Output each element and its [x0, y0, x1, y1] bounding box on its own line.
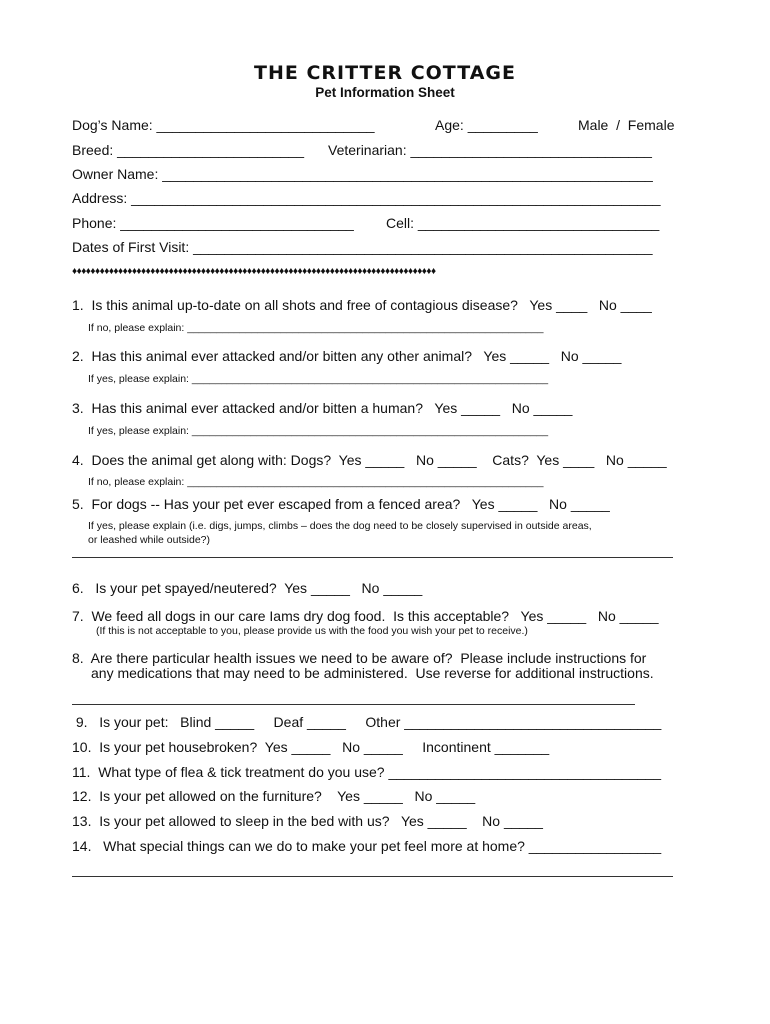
page-title: THE CRITTER COTTAGE	[254, 62, 516, 84]
sex-option[interactable]: Male / Female	[578, 117, 675, 133]
question-2[interactable]: 2. Has this animal ever attacked and/or bitten any other animal? Yes _____ No _____	[72, 348, 622, 364]
first-visit-field[interactable]: Dates of First Visit: ___________________________________________________________	[72, 239, 653, 255]
question-14-answer-line[interactable]	[72, 876, 673, 877]
question-5-explain: If yes, please explain (i.e. digs, jumps, climbs – does the dog need to be closely supervised in outside areas,	[88, 520, 592, 532]
question-1-explain[interactable]: If no, please explain: _____________________________________________________________	[88, 322, 544, 334]
dogs-name-field[interactable]: Dog’s Name: ____________________________	[72, 117, 375, 133]
phone-field[interactable]: Phone: ______________________________	[72, 215, 354, 231]
question-10[interactable]: 10. Is your pet housebroken? Yes _____ No _____ Incontinent _______	[72, 739, 550, 755]
page-subtitle: Pet Information Sheet	[315, 85, 455, 100]
question-6[interactable]: 6. Is your pet spayed/neutered? Yes _____ No _____	[72, 580, 423, 596]
question-7-note: (If this is not acceptable to you, please provide us with the food you wish your pet to receive.)	[96, 625, 528, 637]
breed-field[interactable]: Breed: ________________________	[72, 142, 305, 158]
question-4[interactable]: 4. Does the animal get along with: Dogs? Yes _____ No _____ Cats? Yes ____ No _____	[72, 452, 667, 468]
question-4-explain[interactable]: If no, please explain: _____________________________________________________________	[88, 476, 544, 488]
question-5-explain-cont: or leashed while outside?)	[88, 534, 210, 546]
question-5-answer-line[interactable]	[72, 557, 673, 558]
question-1[interactable]: 1. Is this animal up-to-date on all shots and free of contagious disease? Yes ____ No ____	[72, 297, 652, 313]
cell-field[interactable]: Cell: _______________________________	[386, 215, 660, 231]
question-3-explain[interactable]: If yes, please explain: _____________________________________________________________	[88, 425, 549, 437]
question-11[interactable]: 11. What type of flea & tick treatment do you use? ___________________________________	[72, 764, 661, 780]
question-14[interactable]: 14. What special things can we do to make your pet feel more at home? _________________	[72, 838, 662, 854]
question-5[interactable]: 5. For dogs -- Has your pet ever escaped from a fenced area? Yes _____ No _____	[72, 496, 610, 512]
question-2-explain[interactable]: If yes, please explain: _____________________________________________________________	[88, 373, 549, 385]
address-field[interactable]: Address: ____________________________________________________________________	[72, 190, 661, 206]
question-9[interactable]: 9. Is your pet: Blind _____ Deaf _____ Other _________________________________	[72, 714, 662, 730]
question-13[interactable]: 13. Is your pet allowed to sleep in the bed with us? Yes _____ No _____	[72, 813, 543, 829]
question-3[interactable]: 3. Has this animal ever attacked and/or bitten a human? Yes _____ No _____	[72, 400, 573, 416]
question-8-answer-line[interactable]	[72, 704, 635, 705]
veterinarian-field[interactable]: Veterinarian: _______________________________	[328, 142, 652, 158]
question-8-cont: any medications that may need to be administered. Use reverse for additional instructions.	[91, 665, 654, 681]
question-12[interactable]: 12. Is your pet allowed on the furniture? Yes _____ No _____	[72, 788, 476, 804]
question-8: 8. Are there particular health issues we need to be aware of? Please include instructions for	[72, 650, 647, 666]
age-field[interactable]: Age: _________	[435, 117, 538, 133]
diamond-divider: ♦♦♦♦♦♦♦♦♦♦♦♦♦♦♦♦♦♦♦♦♦♦♦♦♦♦♦♦♦♦♦♦♦♦♦♦♦♦♦♦♦♦♦♦♦♦♦♦♦♦♦♦♦♦♦♦♦♦♦♦♦♦♦♦♦♦♦♦♦♦♦♦♦♦♦♦♦♦♦	[72, 266, 436, 277]
owner-name-field[interactable]: Owner Name: _______________________________________________________________	[72, 166, 653, 182]
question-7[interactable]: 7. We feed all dogs in our care Iams dry dog food. Is this acceptable? Yes _____ No _____	[72, 608, 659, 624]
